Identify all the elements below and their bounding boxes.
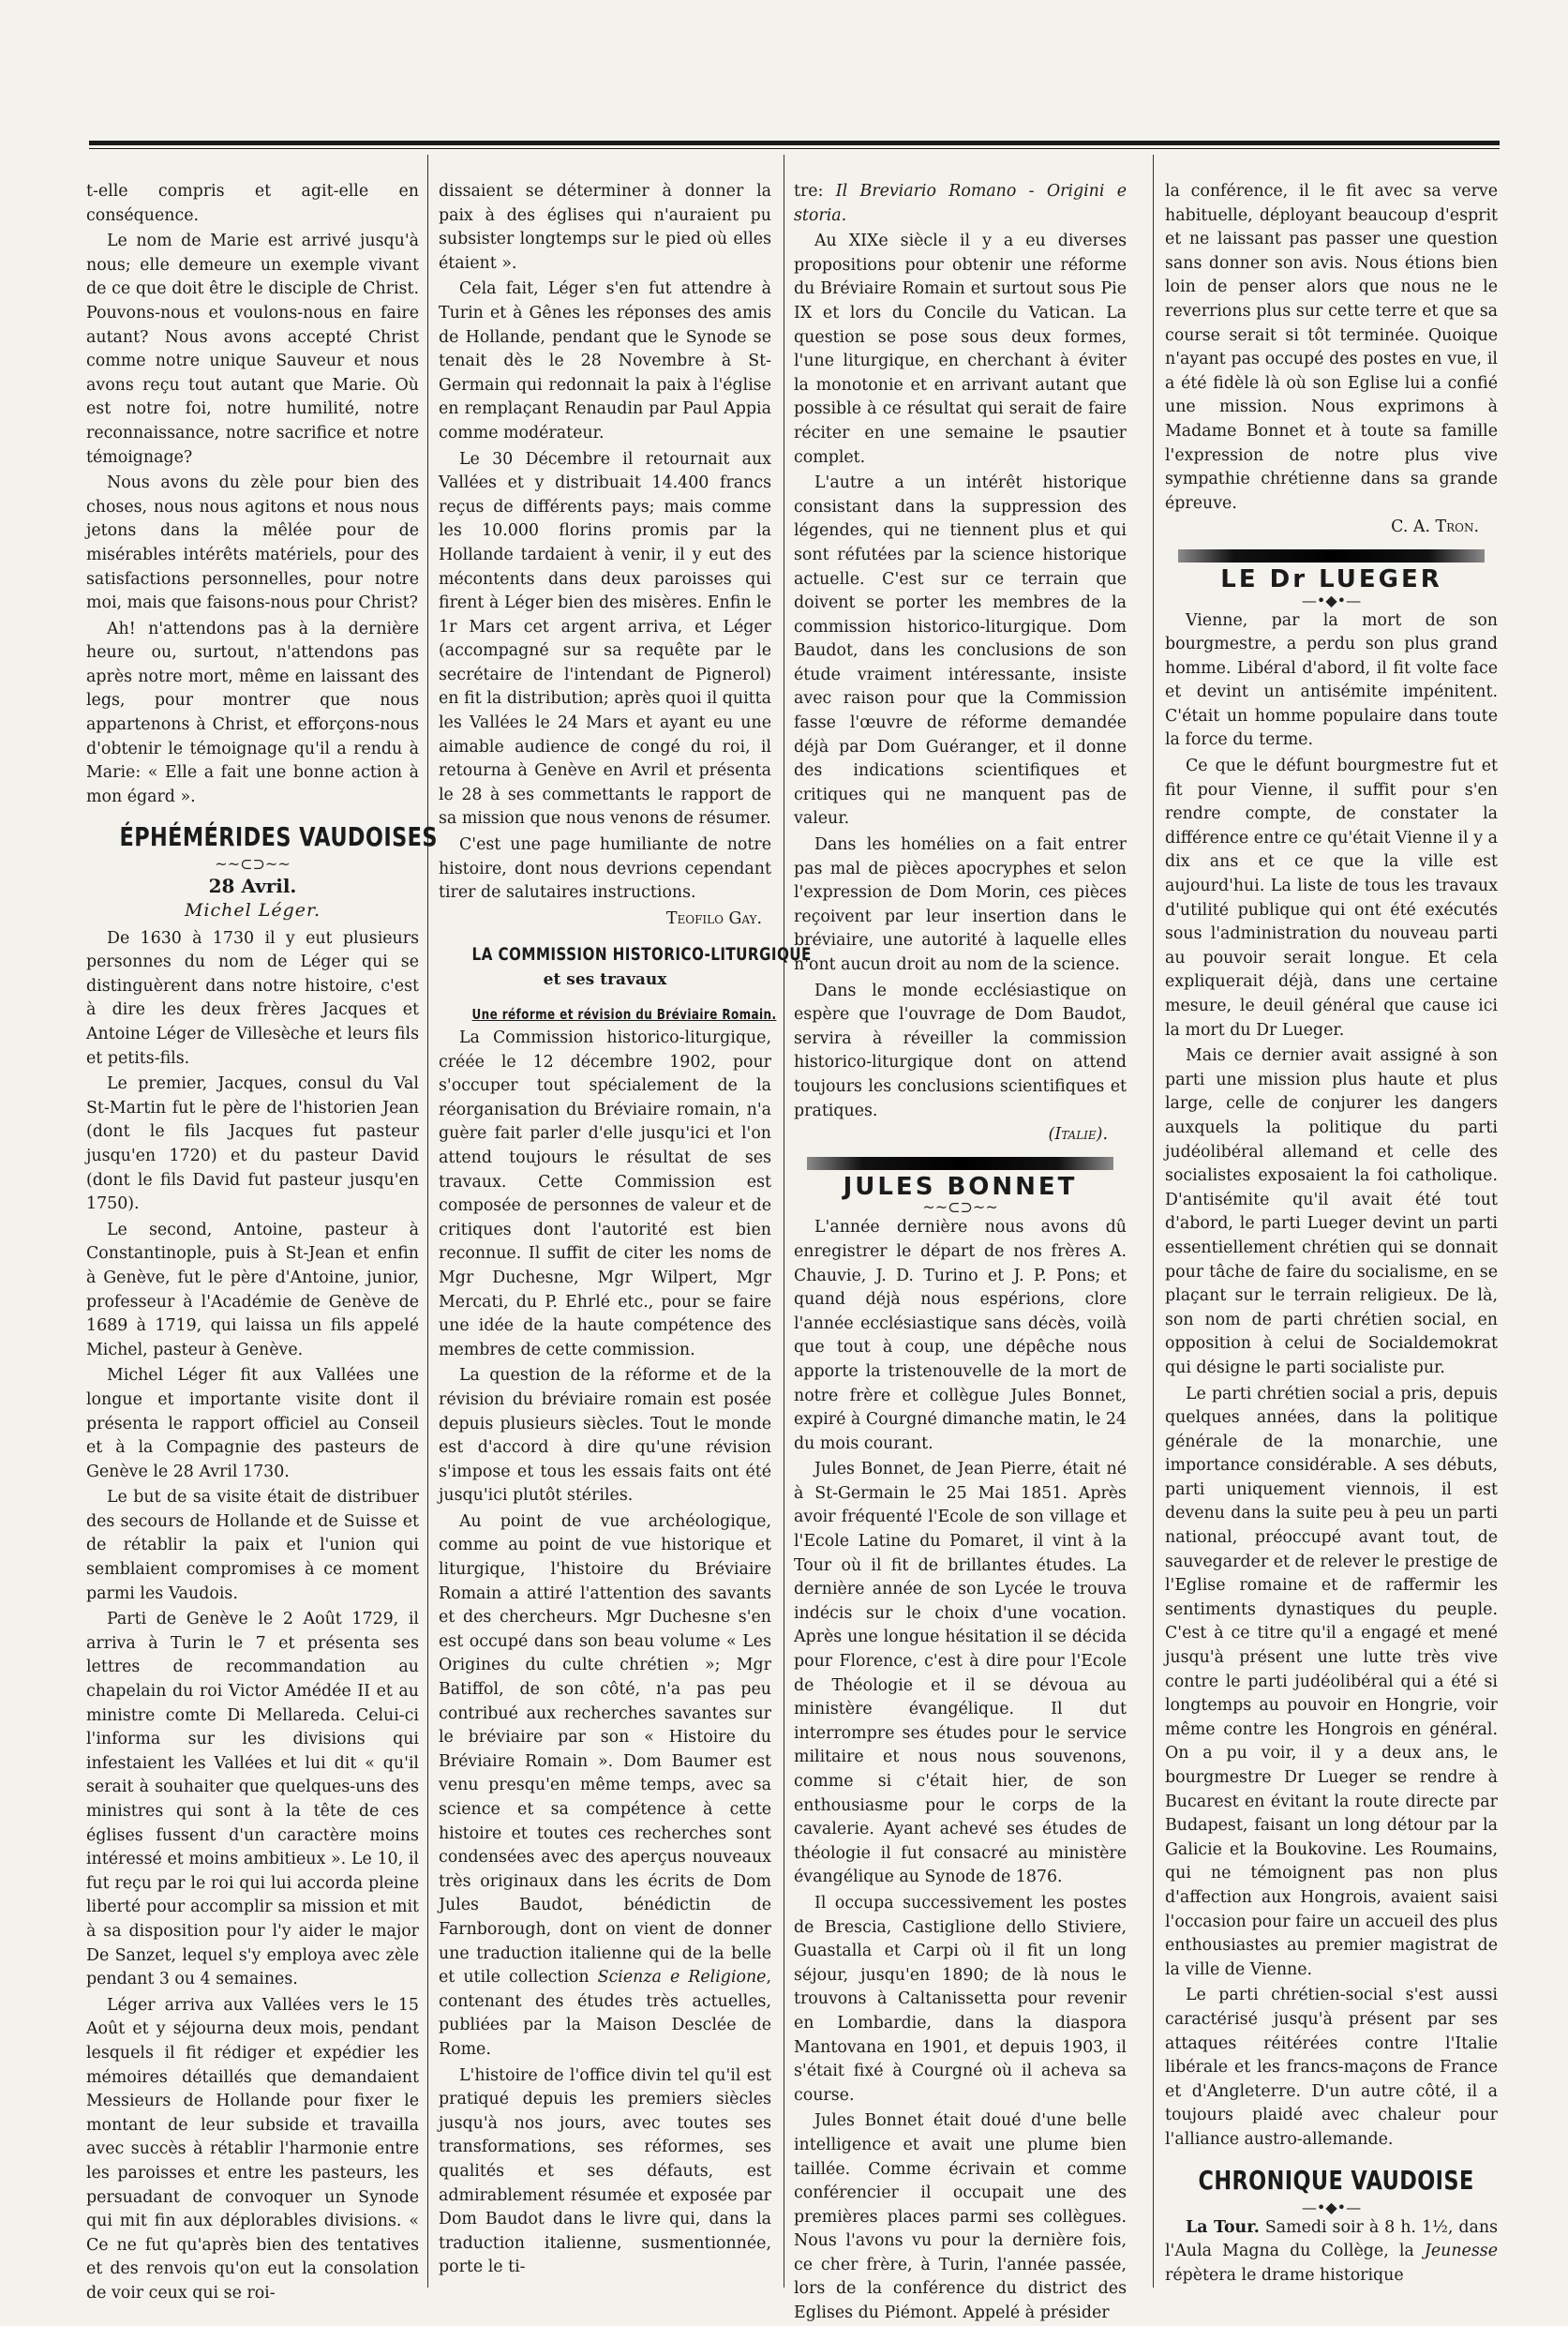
sub-heading: Une réforme et révision du Bréviaire Romain. [471,1006,777,1023]
paragraph: Au XIXe siècle il y a eu diverses propositions pour obtenir une réforme du Bréviaire Romain et surtout sous Pie IX et lors du Concile du Vatican. La question se pose sous deux formes, l'une liturgique, en cherchant à éviter la monotonie et en arrivant autant que possible à ce résultat qui serait de faire réciter en une semaine le psautier complet. [794,232,1127,467]
paragraph [794,180,1127,228]
section-bar [1178,549,1485,563]
text-run: Samedi soir à 8 h. 1½, dans l'Aula Magna du Collège, la [1165,2217,1498,2261]
paragraph: Vienne, par la mort de son bourgmestre, a perdu son plus grand homme. Libéral d'abord, il fit volte face et devint un antisémite impénitent. C'était un homme populaire dans toute la force du terme. [1165,610,1498,750]
italic-word: Jeunesse [1424,2242,1498,2261]
column-4 [1165,180,1498,2285]
column-divider [1153,155,1154,2288]
signature: Teofilo Gay. [665,908,762,928]
ornament: —•◆•— [1301,2198,1362,2216]
column-1 [86,180,438,2303]
paragraph: Léger arriva aux Vallées vers le 15 Août et y séjourna deux mois, pendant lesquels il fit rédiger et expédier les mémoires détaillés que demandaient Messieurs de Hollande pour fixer le montant de leur subside et travailla avec succès à rétablir l'harmonie entre les paroisses et entre les pasteurs, les persuadant de convoquer un Synode qui mit fin aux déplorables divisions. « Ce ne fut qu'après bien des tentatives et des renvois qu'on eut la consolation de voir ceux qui se roi- [86,1995,419,2303]
paragraph: De 1630 à 1730 il y eut plusieurs personnes du nom de Léger qui se distinguèrent dans notre histoire, c'est à dire les deux frères Jacques et Antoine Léger de Villesèche et leurs fils et petits-fils. [86,928,419,1068]
paragraph: Le parti chrétien-social s'est aussi caractérisé jusqu'à présent par ses attaques réitérées contre l'Italie libérale et les francs-maçons de France et d'Angleterre. D'un autre côté, il a toujours plaidé avec chaleur pour l'alliance austro-allemande. [1165,1986,1498,2149]
paragraph: Le nom de Marie est arrivé jusqu'à nous; elle demeure un exemple vivant de ce que doit être le disciple de Christ. Pouvons-nous et voulons-nous en faire autant? Nous avons accepté Christ comme notre unique Sauveur et nous avons reçu tout autant que Marie. Où est notre foi, notre humilité, notre reconnaissance, notre sacrifice et notre témoignage? [86,232,419,467]
paragraph: Ah! n'attendons pas à la dernière heure ou, surtout, n'attendons pas après notre mort, même en laissant des legs, pour montrer que nous appartenons à Christ, et efforçons-nous d'obtenir le témoignage qu'il a rendu à Marie: « Elle a fait une bonne action à mon égard ». [86,619,419,806]
paragraph: Le second, Antoine, pasteur à Constantinople, puis à St-Jean et enfin à Genève, fut le père d'Antoine, junior, professeur à l'Académie de Genève de 1689 à 1719, qui laissa un fils appelé Michel, pasteur à Genève. [86,1220,419,1359]
paragraph: L'histoire de l'office divin tel qu'il est pratiqué depuis les premiers siècles jusqu'à nos jours, avec toutes ses transformations, ses réformes, ses qualités et ses défauts, est admirablement résumée et exposée par Dom Baudot dans le livre qui, dans la traduction italienne, susmentionnée, porte le ti- [439,2065,771,2277]
paragraph: Le premier, Jacques, consul du Val St-Martin fut le père de l'historien Jean (dont le fils Jacques fut pasteur jusqu'en 1720) et du pasteur David (dont le fils David fut pasteur jusqu'en 1750). [86,1074,419,1214]
section-title-commission: LA COMMISSION HISTORICO-LITURGIQUE [471,944,812,966]
text-run: la conférence, il le fit avec sa verve habituelle, déployant beaucoup d'esprit et ne laissant pas passer une question sans donner son avis. Nous étions bien loin de penser alors que nous ne le reverrions plus sur cette terre et que sa course serait si tôt terminée. Quoique n'ayant pas occupé des postes en vue, il a été fidèle là où son Eglise lui a confié une mission. Nous exprimons à Madame Bonnet et à toute sa famille l'expression de notre plus vive sympathie chrétienne dans sa grande épreuve. [1165,182,1498,513]
paragraph: La Commission historico-liturgique, créée le 12 décembre 1902, pour s'occuper tout spécialement de la réorganisation du Bréviaire romain, n'a guère fait parler d'elle jusqu'ici et l'on attend toujours le résultat de ses travaux. Cette Commission est composée de personnes de valeur et de critiques dont l'autorité est bien reconnue. Il suffit de citer les noms de Mgr Duchesne, Mgr Wilpert, Mgr Mercati, du P. Ehrlé etc., pour se faire une idée de la haute compétence des membres de cette commission. [439,1028,771,1359]
paragraph: Le but de sa visite était de distribuer des secours de Hollande et de Suisse et de rétablir la paix et l'union qui semblaient compromises à ce moment parmi les Vaudois. [86,1488,419,1603]
paragraph: dissaient se déterminer à donner la paix à des églises qui n'auraient pu subsister longtemps sur le pied où elles étaient ». [439,182,771,273]
source-note: (Italie). [1048,1125,1108,1145]
paragraph: Jules Bonnet, de Jean Pierre, était né à St-Germain le 25 Mai 1851. Après avoir fréquenté l'Ecole de son village et l'Ecole Latine du Pomaret, il vint à la Tour où il fit de brillantes études. La dernière année de son Lycée le trouva indécis sur le choix d'une vocation. Après une longue hésitation il se décida pour Florence, c'est à dire pour l'Ecole de Théologie et il se dévoua au ministère évangélique. Il dut interrompre ses études pour le service militaire et nous nous souvenons, comme si c'était hier, de son enthousiasme pour le corps de la cavalerie. Ayant achevé ses études de théologie il fut consacré au ministère évangélique au Synode de 1876. [794,1460,1127,1887]
section-bar [807,1157,1113,1170]
text-run: Au point de vue archéologique, comme au point de vue historique et liturgique, l'histoire du Bréviaire Romain a attiré l'attention des savants et des chercheurs. Mgr Duchesne s'en est occupé dans son beau volume « Les Origines du culte chrétien »; Mgr Batiffol, de son côté, n'a pas peu contribué aux recherches savantes sur le bréviaire par son « Histoire du Bréviaire Romain ». Dom Baumer est venu presqu'en même temps, avec sa science et sa compétence à cette histoire et toutes ces recherches sont condensées avec des aperçus nouveaux très originaux dans les écrits de Dom Jules Baudot, bénédictin de Farnborough, dont on vient de donner une traduction italienne qui de la belle et utile collection [439,1511,771,1988]
place-lead: La Tour. [1186,2217,1260,2237]
text-run: Dans le monde ecclésiastique on espère que l'ouvrage de Dom Baudot, servira à réveiller la commission historico-liturgique dont on attend toujours les conclusions scientifiques et pratiques. [794,981,1127,1120]
column-2 [439,180,812,2280]
paragraph [1165,2216,1498,2288]
paragraph [439,1510,771,2063]
paragraph [1165,180,1498,540]
italic-title: Il Breviario Romano - Origini e storia. [794,182,1127,225]
paragraph: Ce que le défunt bourgmestre fut et fit pour Vienne, il suffit pour s'en rendre compte, de constater la différence entre ce qu'était Vienne il y a dix ans et ce que la ville est aujourd'hui. La liste de tous les travaux d'utilité publique qui ont été exécutés sous l'administration du nouveau parti au pouvoir serait longue. Et cela expliquerait déjà, dans une certaine mesure, le deuil général que cause ici la mort du Dr Lueger. [1165,757,1498,1040]
paragraph: L'année dernière nous avons dû enregistrer le départ de nos frères A. Chauvie, J. D. Turino et J. P. Pons; et quand déjà nous espérions, clore l'année ecclésiastique sans décès, voilà que tout à coup, une dépêche nous apporte la tristenouvelle de la mort de notre frère et collègue Jules Bonnet, expiré à Courgné dimanche matin, le 24 du mois courant. [794,1218,1127,1453]
column-divider [427,155,428,2288]
section-subtitle: et ses travaux [543,970,667,990]
ornament: ~~⊂⊃~~ [922,1198,998,1217]
section-title-lueger: LE Dr LUEGER [1220,564,1442,593]
paragraph: Il occupa successivement les postes de Brescia, Castiglione dello Stiviere, Guastalla et Carpi où il fit un long séjour, jusqu'en 1890; de là nous le trouvons à Caltanissetta pour revenir en Lombardie, dans la diaspora Mantovana en 1901, et depuis 1903, il s'était fixé à Courgné où il acheva sa course. [794,1893,1127,2105]
entry-subject: Michel Léger. [184,900,321,922]
paragraph: Michel Léger fit aux Vallées une longue et importante visite dont il présenta le rapport officiel au Conseil et à la Compagnie des pasteurs de Genève le 28 Avril 1730. [86,1366,419,1481]
paragraph: La question de la réforme et de la révision du bréviaire romain est posée depuis plusieurs siècles. Tout le monde est d'accord à dire qu'une révision s'impose et tous les essais faits ont été jusqu'ici plutôt stériles. [439,1366,771,1506]
italic-title: Scienza e Religione [597,1968,767,1988]
section-title-ephemerides: ÉPHÉMÉRIDES VAUDOISES [119,821,438,853]
section-title-bonnet: JULES BONNET [843,1172,1078,1201]
paragraph [794,980,1127,1148]
paragraph: Jules Bonnet était doué d'une belle intelligence et avait une plume bien taillée. Comme écrivain et comme conférencier il occupait une des premières places parmi ses collègues. Nous l'avons vu pour la dernière fois, ce cher frère, à Turin, l'année passée, lors de la conférence du district des Eglises du Piémont. Appelé à présider [794,2111,1127,2323]
paragraph: Dans les homélies on a fait entrer pas mal de pièces apocryphes et selon l'expression de Dom Morin, ces pièces reçoivent par leur insertion dans le bréviaire, une autorité à laquelle elles n'ont aucun droit au nom de la science. [794,835,1127,974]
text-run: , contenant des études très actuelles, publiées par la Maison Desclée de Rome. [439,1968,771,2059]
paragraph: Cela fait, Léger s'en fut attendre à Turin et à Gênes les réponses des amis de Hollande, pendant que le Synode se tenait dès le 28 Novembre à St-Germain qui redonnait la paix à l'église en remplaçant Renaudin par Paul Appia comme modérateur. [439,279,771,443]
paragraph: Mais ce dernier avait assigné à son parti une mission plus haute et plus large, celle de conjurer les dangers auxquels la politique du parti judéolibéral allemand et celle des socialistes exposaient la foi catholique. D'antisémite qu'il avait été tout d'abord, le parti Lueger devint un parti essentiellement chrétien qui se donnait pour tâche de faire du socialisme, en se plaçant sur le terrain religieux. De là, son nom de parti chrétien social, en opposition à celui de Socialdemokrat qui désigne le parti socialiste pur. [1165,1046,1498,1377]
column-3 [794,180,1127,2323]
paragraph: t-elle compris et agit-elle en conséquence. [86,182,419,225]
section-title-chronique: CHRONIQUE VAUDOISE [1198,2164,1474,2196]
top-rule [89,141,1500,149]
text-run: répètera le drame historique [1165,2265,1404,2285]
paragraph: Nous avons du zèle pour bien des choses, nous nous agitons et nous nous jetons dans la mêlée pour de misérables intérêts matériels, pour des satisfactions personnelles, pour notre moi, mais que faisons-nous pour Christ? [86,473,419,613]
entry-date: 28 Avril. [208,875,297,898]
signature: C. A. Tron. [1391,518,1479,537]
text-run: tre: [794,182,824,201]
paragraph: C'est une page humiliante de notre histoire, dont nous devrions cependant tirer de salutaires instructions. [439,835,771,903]
paragraph: Parti de Genève le 2 Août 1729, il arriva à Turin le 7 et présenta ses lettres de recommandation au chapelain du roi Victor Amédée II et au ministre comte Di Mellareda. Celui-ci l'informa sur les divisions qui infestaient les Vallées et lui dit « qu'il serait à souhaiter que quelques-uns des ministres qui sont à la tête de ces églises fussent d'un caractère moins intéressé et moins ambitieux ». Le 10, il fut reçu par le roi qui lui accorda pleine liberté pour accomplir sa mission et mit à sa disposition pour l'y aider le major De Sanzet, lequel s'y employa avec zèle pendant 3 ou 4 semaines. [86,1610,419,1989]
ornament: —•◆•— [1301,591,1362,609]
ornament: ~~⊂⊃~~ [215,855,291,874]
paragraph: Le 30 Décembre il retournait aux Vallées et y distribuait 14.400 francs reçus de différents pays; mais comme les 10.000 florins promis par la Hollande tardaient à venir, il y eut des mécontents dans deux paroisses qui firent à Léger bien des misères. Enfin le 1r Mars cet argent arriva, et Léger (accompagné sur sa requête par le secrétaire de l'intendant de Pignerol) en fit la distribution; après quoi il quitta les Vallées le 24 Mars et ayant eu une aimable audience de congé du roi, il retourna à Genève en Avril et présenta le 28 à ses commettants le rapport de sa mission que nous venons de résumer. [439,449,771,829]
paragraph: L'autre a un intérêt historique consistant dans la suppression des légendes, qui ne tiennent plus et qui sont réfutées par la science historique actuelle. C'est sur ce terrain que doivent se porter les membres de la commission historico-liturgique. Dom Baudot, dans les conclusions de son étude vraiment intéressante, insiste avec raison pour que la Commission fasse l'œuvre de réforme demandée déjà par Dom Guéranger, et il donne des indications scientifiques et critiques qui ne manquent pas de valeur. [794,473,1127,829]
paragraph: Le parti chrétien social a pris, depuis quelques années, dans la politique générale de la monarchie, une importance considérable. A ses débuts, parti uniquement viennois, il est devenu dans la suite peu à peu un parti national, préoccupé avant tout, de sauvegarder et de relever le prestige de l'Eglise romaine et de raffermir les sentiments dynastiques du peuple. C'est à ce titre qu'il a engagé et mené jusqu'à présent une lutte très vive contre le parti judéolibéral qui a été si longtemps au pouvoir en Hongrie, voir même contre les Hongrois en général. On a pu voir, il y a deux ans, le bourgmestre Dr Lueger se rendre à Bucarest en évitant la route directe par Budapest, faisant un long détour par la Galicie et la Boukovine. Les Roumains, qui ne témoignent pas non plus d'affection aux Hongrois, avaient saisi l'occasion pour faire un accueil des plus enthousiastes au premier magistrat de la ville de Vienne. [1165,1384,1498,1979]
